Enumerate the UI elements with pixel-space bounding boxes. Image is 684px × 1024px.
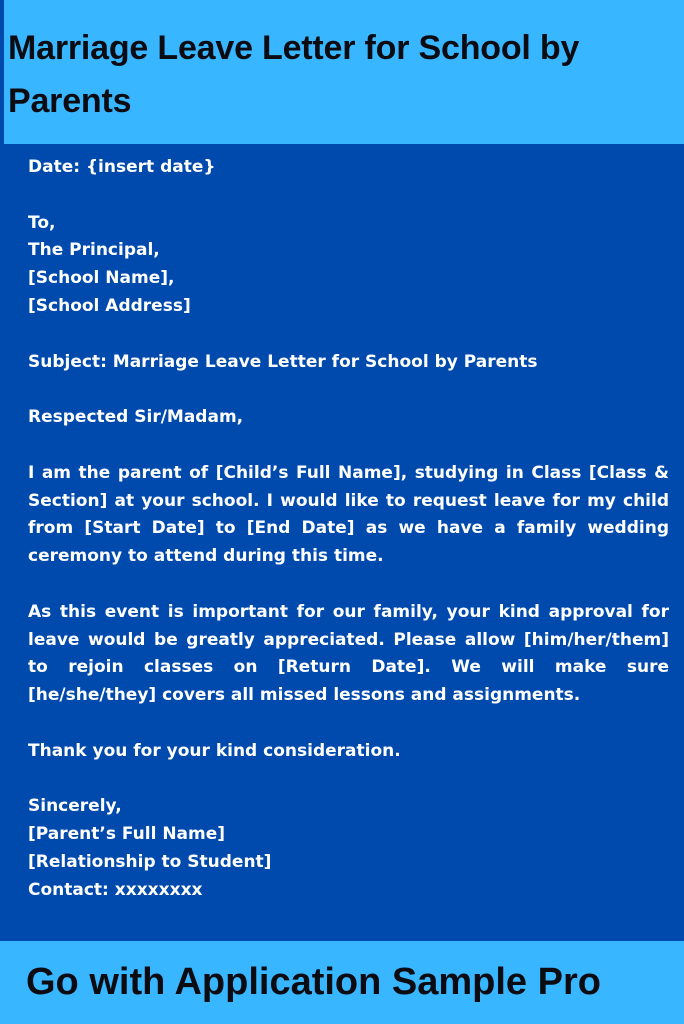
- letter-school-address: [School Address]: [28, 295, 191, 316]
- letter-recipient: The Principal,: [28, 240, 160, 261]
- footer-banner: [0, 941, 684, 1024]
- spacer: [28, 432, 669, 460]
- letter-parent-name: [Parent’s Full Name]: [28, 824, 226, 845]
- footer-text: Go with Application Sample Pro: [26, 961, 601, 1003]
- letter-relationship: [Relationship to Student]: [28, 851, 272, 872]
- spacer: [28, 321, 669, 349]
- letter-contact: Contact: xxxxxxxx: [28, 879, 203, 900]
- spacer: [28, 710, 669, 738]
- letter-thanks: Thank you for your kind consideration.: [28, 740, 401, 761]
- spacer: [28, 376, 669, 404]
- letter-paragraph-2: As this event is important for our family, your kind approval for leave would be greatly appreciated. Please allow [him/her/them] to rejoin classes on [Return Date]. We will make sure [he/she/they] covers all missed lessons and assignments.: [28, 601, 669, 706]
- page-title: Marriage Leave Letter for School by Parents: [8, 29, 580, 120]
- letter-subject: Subject: Marriage Leave Letter for School by Parents: [28, 351, 538, 372]
- letter-salutation: Respected Sir/Madam,: [28, 407, 244, 428]
- letter-to: To,: [28, 212, 56, 233]
- letter-school-name: [School Name],: [28, 268, 175, 289]
- letter-body: [28, 154, 669, 905]
- spacer: [28, 766, 669, 794]
- letter-closing: Sincerely,: [28, 796, 122, 817]
- spacer: [28, 571, 669, 599]
- spacer: [28, 182, 669, 210]
- letter-paragraph-1: I am the parent of [Child’s Full Name], studying in Class [Class & Section] at your school. I would like to request leave for my child from [Start Date] to [End Date] as we have a family wedding ceremony to attend during this time.: [28, 462, 669, 567]
- letter-date: Date: {insert date}: [28, 157, 216, 177]
- title-banner: [0, 0, 684, 144]
